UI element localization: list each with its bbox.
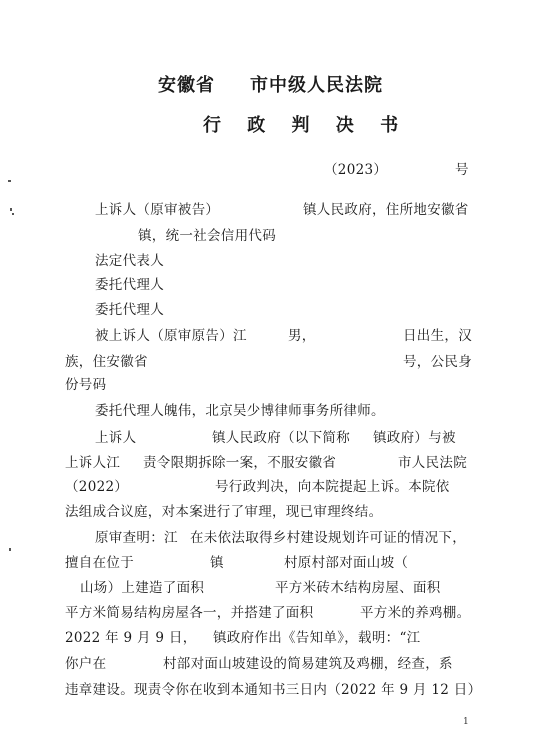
paragraph-1-line-1c: 镇政府）与被 <box>373 430 456 446</box>
paragraph-2-line-4a: 平方米简易结构房屋各一，并搭建了面积 <box>65 605 314 621</box>
court-province: 安徽省 <box>158 75 215 96</box>
appellee-id-label: 号，公民身 <box>403 354 472 370</box>
appellee-label: 被上诉人（原审原告）江 <box>95 328 247 344</box>
paragraph-2-line-1b: 在未依法取得乡村建设规划许可证的情况下， <box>190 530 466 546</box>
credit-code-label: 镇，统一社会信用代码 <box>138 228 276 244</box>
paragraph-2-line-2c: 村原村部对面山坡（ <box>284 555 409 571</box>
agent-label-1: 委托代理人 <box>95 277 164 293</box>
paragraph-3-line-2b: 村部对面山坡建设的简易建筑及鸡棚，经查，系 <box>163 656 453 672</box>
paragraph-2-line-4b: 平方米的养鸡棚。 <box>360 605 471 621</box>
id-number-label: 份号码 <box>65 377 107 393</box>
paragraph-1-line-4: 法组成合议庭，对本案进行了审理，现已审理终结。 <box>65 504 383 520</box>
paragraph-1-line-2c: 市人民法院 <box>398 455 467 471</box>
case-number-suffix: 号 <box>455 162 469 178</box>
appellant-name-text: 镇人民政府，住所地安徽省 <box>303 202 469 218</box>
appellee-agent: 委托代理人魄伟，北京吴少博律师事务所律师。 <box>95 403 385 419</box>
paragraph-1-line-1b: 镇人民政府（以下简称 <box>212 430 350 446</box>
paragraph-1-line-2b: 责令限期拆除一案，不服安徽省 <box>143 455 337 471</box>
paragraph-1-line-3b: 号行政判决，向本院提起上诉。本院依 <box>215 479 450 495</box>
paragraph-1-line-1a: 上诉人 <box>95 430 137 446</box>
agent-label-2: 委托代理人 <box>95 302 164 318</box>
appellee-birth: 日出生，汉 <box>403 328 472 344</box>
scan-speck <box>8 180 11 182</box>
scan-speck <box>12 213 14 215</box>
paragraph-1-line-2a: 上诉人江 <box>65 455 121 471</box>
appellee-address-label: 族，住安徽省 <box>65 354 148 370</box>
document-title: 行 政 判 决 书 <box>203 115 409 136</box>
scan-speck <box>10 208 12 211</box>
paragraph-1-line-3a: （2022） <box>65 479 129 495</box>
paragraph-3-line-1b: 镇政府作出《告知单》，载明：“江 <box>213 630 421 646</box>
case-year: （2023） <box>324 162 388 178</box>
paragraph-2-line-2a: 擅自在位于 <box>65 555 134 571</box>
paragraph-3-line-2a: 你户在 <box>65 656 107 672</box>
paragraph-3-line-3: 违章建设。现责令你在收到本通知书三日内（2022 年 9 月 12 日） <box>65 682 482 698</box>
appellee-gender: 男， <box>288 328 316 344</box>
paragraph-2-line-1a: 原审查明：江 <box>95 530 178 546</box>
appellant-label: 上诉人（原审被告） <box>95 202 220 218</box>
page-number: 1 <box>463 717 469 727</box>
paragraph-3-line-1a: 2022 年 9 月 9 日， <box>65 630 197 646</box>
paragraph-2-line-2b: 镇 <box>210 555 224 571</box>
court-name: 市中级人民法院 <box>250 75 383 96</box>
paragraph-2-line-3a: 山场）上建造了面积 <box>80 580 205 596</box>
scan-speck <box>9 548 11 551</box>
legal-rep-label: 法定代表人 <box>95 253 164 269</box>
paragraph-2-line-3b: 平方米砖木结构房屋、面积 <box>275 580 441 596</box>
